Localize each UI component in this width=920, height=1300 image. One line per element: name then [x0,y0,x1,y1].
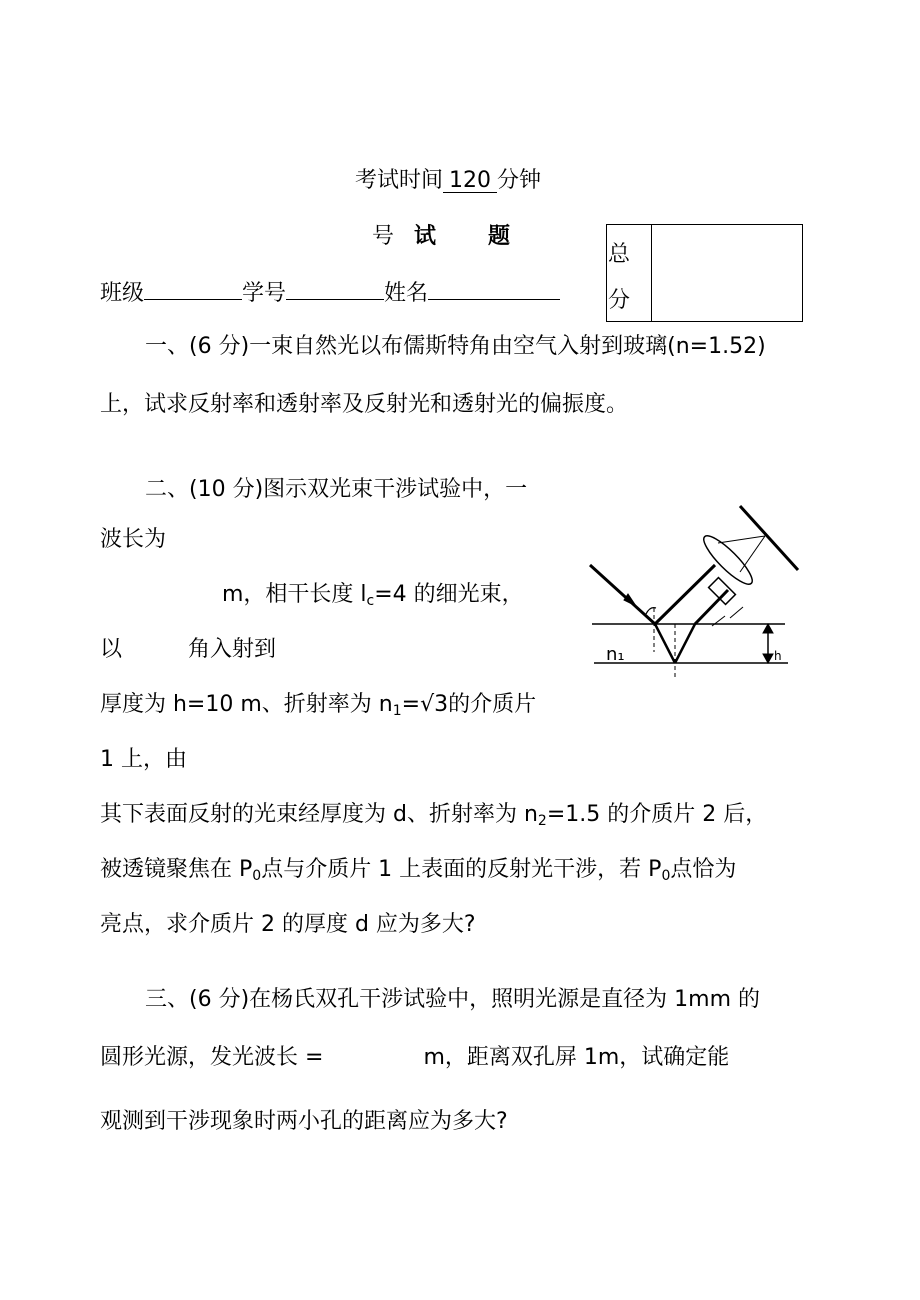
subscript: 0 [661,868,671,884]
q3-line2 [100,1044,729,1072]
text: =√3的介质片 [401,692,537,717]
text: 厚度为 h=10 m、折射率为 n [100,692,393,717]
reflected-ray-1 [655,565,715,624]
text: 角入射到 [188,637,277,662]
subscript: 2 [537,813,547,829]
text: 点与介质片 1 上表面的反射光干涉，若 P [261,857,662,882]
student-info-row [100,279,560,308]
q3-line1: 三、(6 分)在杨氏双孔干涉试验中，照明光源是直径为 1mm 的 [145,987,761,1012]
incident-ray [590,565,655,624]
student-id-field[interactable] [286,279,384,300]
text: m，相干长度 l [222,582,367,607]
time-value: 120 [443,170,497,193]
text: =4 的细光束， [374,582,524,607]
q2-line2: 波长为 [100,527,167,552]
q2-line4 [100,636,276,664]
title-char: 号 [372,224,395,249]
q2-line8 [100,856,736,890]
time-label: 考试时间 [355,168,444,193]
q2-line1: 二、(10 分)图示双光束干涉试验中，一 [145,477,528,502]
q1-line1: 一、(6 分)一束自然光以布儒斯特角由空气入射到玻璃(n=1.52) [145,334,766,359]
text: 其下表面反射的光束经厚度为 d、折射率为 n [100,802,538,827]
text: 被透镜聚焦在 P [100,857,253,882]
medium-2-slab [709,578,736,605]
total-score-field[interactable] [653,225,802,321]
score-char: 分 [608,288,631,313]
title-char: 试 [414,224,437,249]
text: m，距离双孔屏 1m，试确定能 [423,1045,730,1070]
score-char: 总 [608,242,631,267]
total-score-box [606,224,803,322]
text: 圆形光源，发光波长 = [100,1045,324,1070]
text: =1.5 的介质片 2 后， [546,802,768,827]
q3-line3: 观测到干涉现象时两小孔的距离应为多大? [100,1109,508,1134]
name-field[interactable] [428,279,560,300]
class-field[interactable] [144,279,242,300]
q2-line3 [222,581,524,615]
thickness-label: h [774,649,782,663]
text: 点恰为 [670,857,737,882]
q2-line9: 亮点，求介质片 2 的厚度 d 应为多大? [100,912,476,937]
total-score-label [607,225,652,321]
title-char: 题 [488,224,511,249]
medium-label: n₁ [606,644,625,665]
q1-line2: 上，试求反射率和透射率及反射光和透射光的偏振度。 [100,392,629,417]
q2-line6: 1 上，由 [100,747,187,772]
q2-line7 [100,801,767,835]
name-label: 姓名 [384,281,429,306]
interference-diagram [580,500,820,700]
q2-line5 [100,691,536,725]
subscript: c [366,593,375,609]
reflected-ray-2 [695,590,728,624]
student-id-label: 学号 [242,281,287,306]
exam-title [372,223,510,251]
subscript: 1 [392,703,402,719]
class-label: 班级 [100,281,145,306]
text: 以 [100,637,123,662]
time-unit: 分钟 [497,168,542,193]
subscript: 0 [252,868,262,884]
exam-time [355,167,541,195]
